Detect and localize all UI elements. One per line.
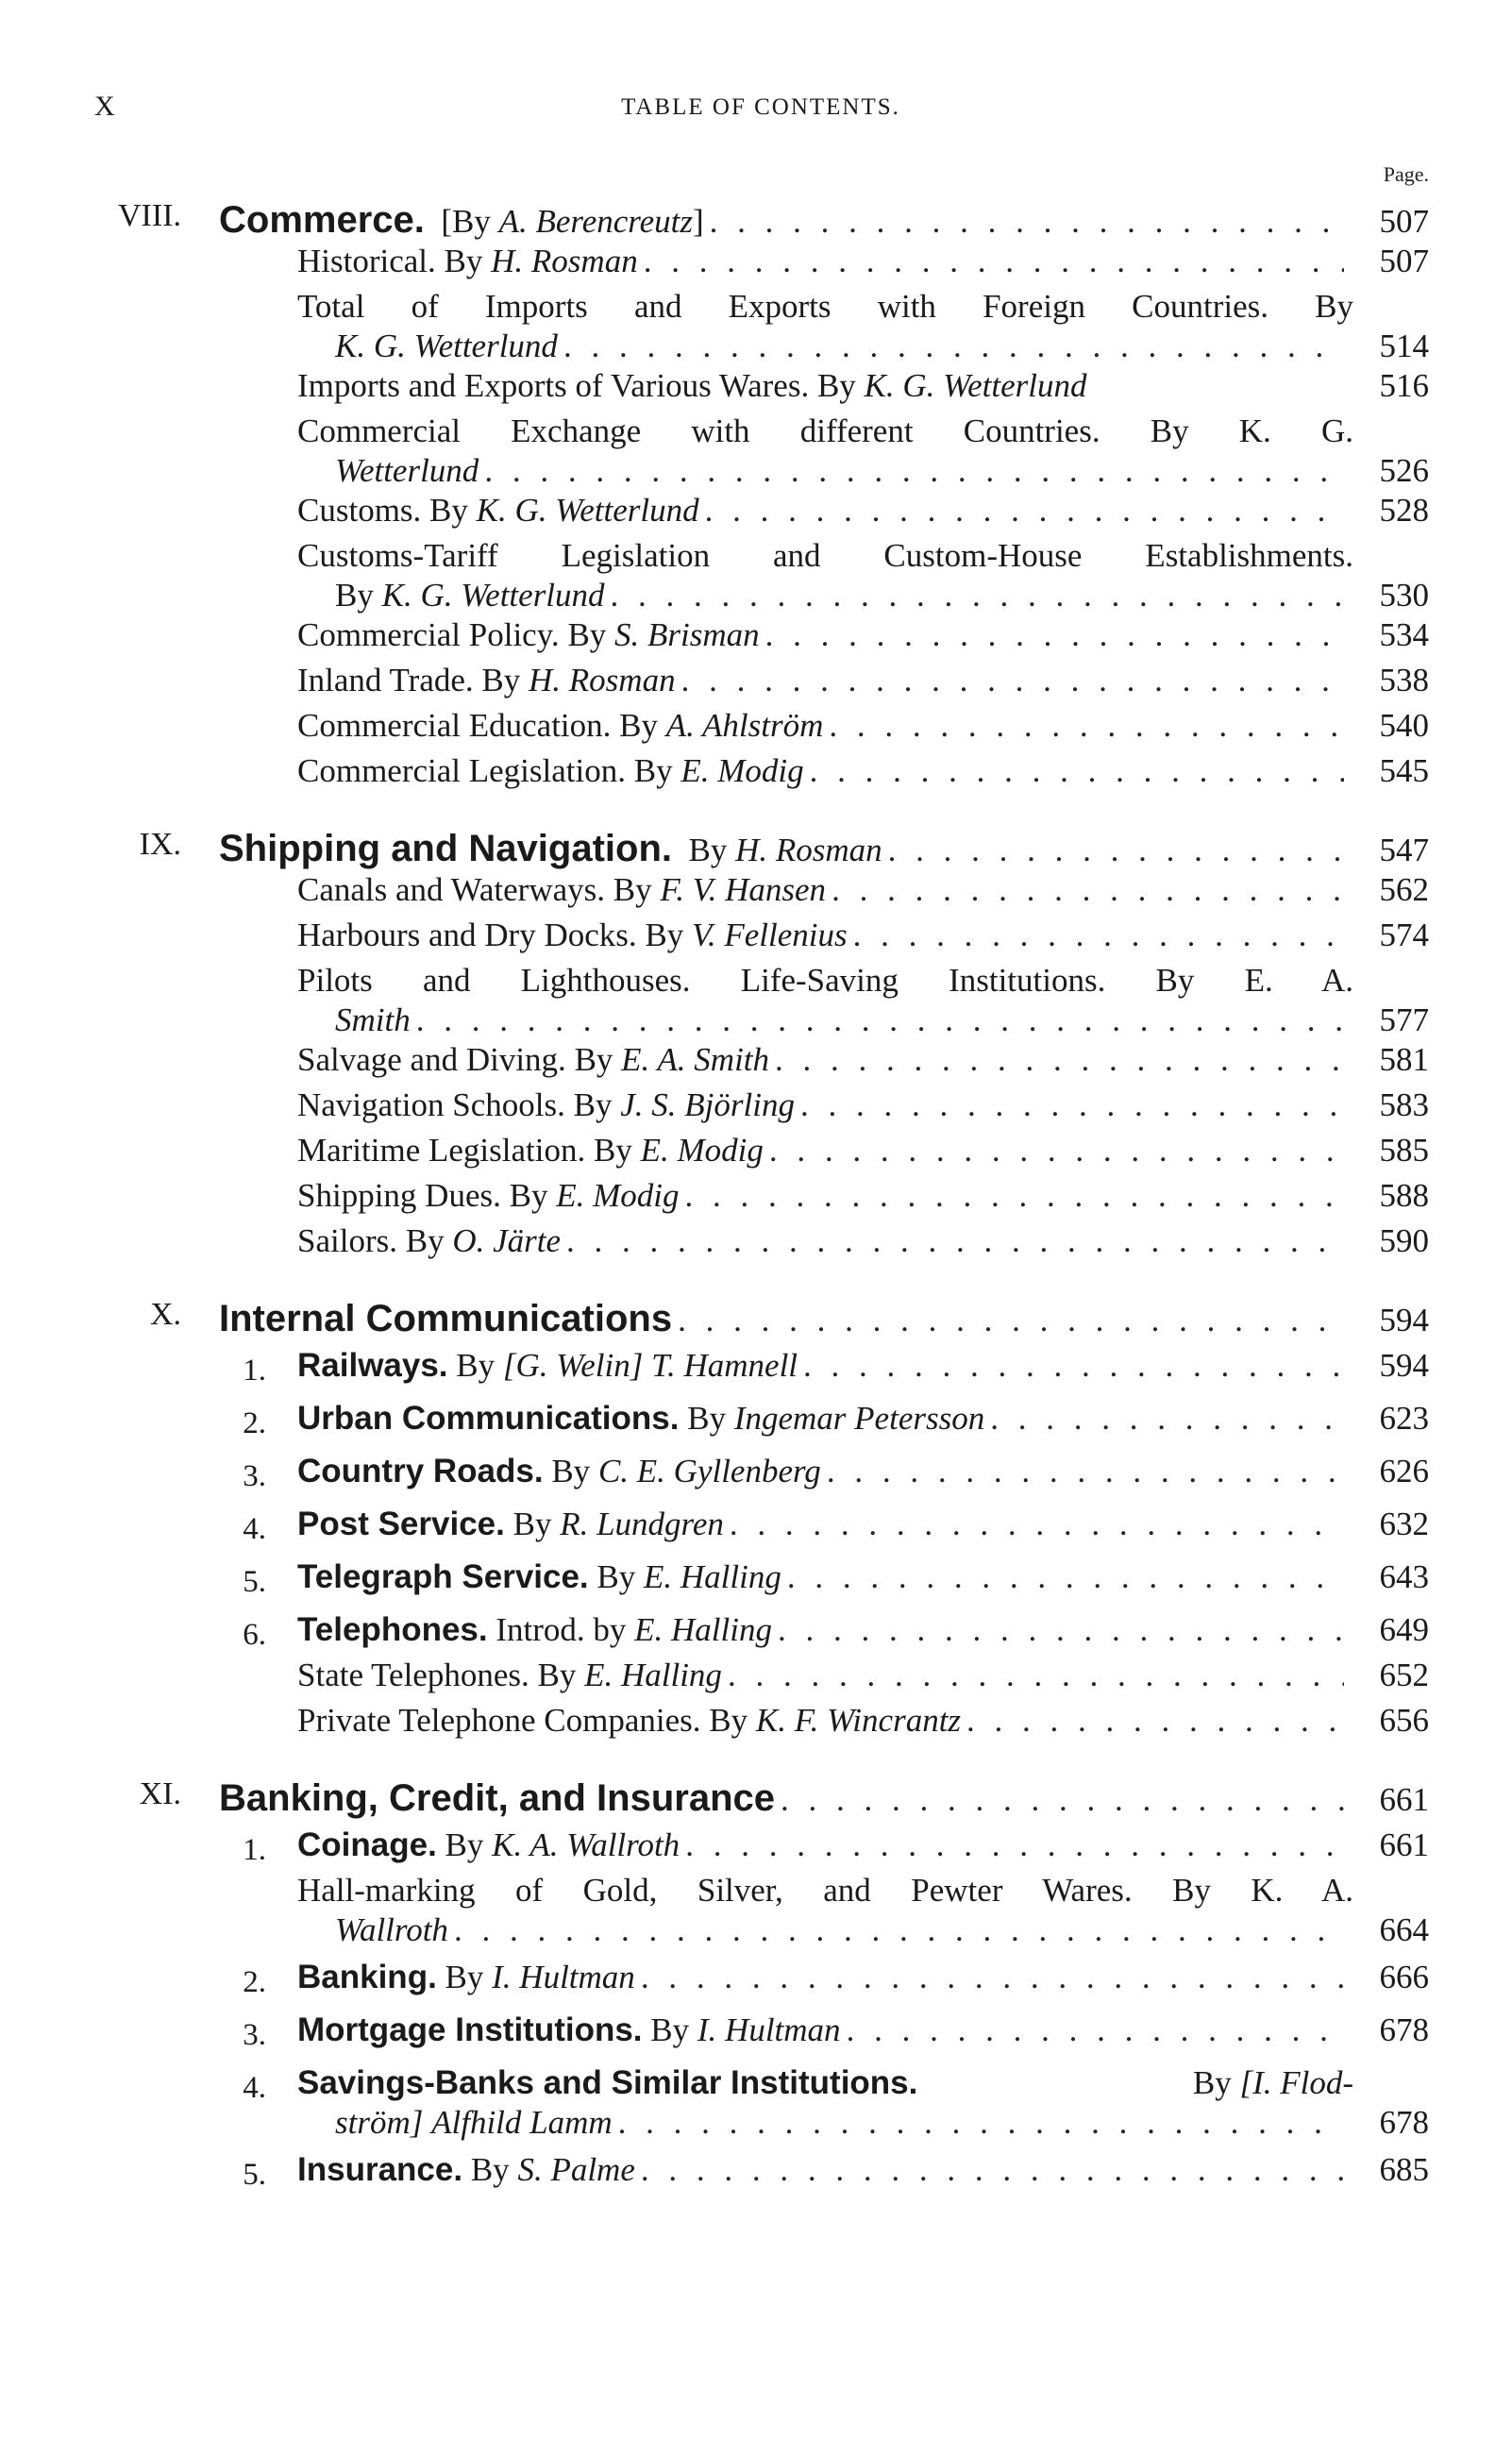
entry-title: Hall-marking of Gold, Silver, and Pewter Wares. By K. A. (297, 1872, 1353, 1909)
entry-author: R. Lundgren (560, 1506, 724, 1542)
entry-author: H. Rosman (491, 243, 638, 279)
section-numeral: XI. (139, 1776, 181, 1811)
entry-number: 6. (243, 1618, 266, 1652)
entry-number: 4. (243, 1512, 266, 1546)
entry-by: By (709, 1702, 748, 1739)
entry-author: I. Hultman (492, 1959, 635, 1995)
toc-entry (94, 1085, 1429, 1131)
entry-by: By (445, 1826, 484, 1863)
toc-entry (94, 1826, 1429, 1871)
section-commerce (94, 189, 1429, 797)
byline-plain: [By (441, 203, 491, 240)
entry-by: By (633, 752, 673, 789)
section-internal-communications (94, 1287, 1429, 1746)
entry-title: Telegraph Service. (297, 1558, 589, 1595)
entry-by: By (537, 1657, 577, 1693)
byline-author: H. Rosman (735, 832, 882, 868)
section-numeral: IX. (139, 827, 181, 862)
entry-author: E. Modig (680, 752, 804, 789)
entry-title: Railways. (297, 1347, 448, 1384)
entry-number: 3. (243, 2018, 266, 2052)
toc-entry (94, 242, 1429, 287)
page-ref: 528 (1379, 492, 1429, 529)
entry-author: E. Halling (634, 1611, 772, 1648)
entry-author: T. Hamnell (651, 1347, 798, 1384)
page-ref: 562 (1379, 871, 1429, 908)
entry-by: By (456, 1347, 496, 1384)
entry-author: E. Halling (644, 1558, 781, 1595)
dot-leader (984, 1399, 1344, 1439)
page-ref: 678 (1379, 2011, 1429, 2048)
toc-entry (94, 916, 1429, 961)
entry-by: By (816, 367, 856, 404)
page-ref: 678 (1379, 2104, 1429, 2141)
entry-author: S. Brisman (614, 616, 760, 653)
page-ref: 545 (1379, 752, 1429, 789)
entry-by: By (445, 1959, 484, 1995)
toc-entry (94, 961, 1429, 1040)
entry-number: 2. (243, 1406, 266, 1440)
toc-entry (94, 1221, 1429, 1267)
entry-author: Alfhild Lamm (431, 2104, 613, 2141)
toc-entry (94, 1131, 1429, 1176)
page-ref: 574 (1379, 917, 1429, 953)
dot-leader (558, 327, 1344, 366)
dot-leader (411, 1001, 1344, 1040)
dot-leader (704, 203, 1344, 241)
toc-entry (94, 1452, 1429, 1497)
section-shipping (94, 817, 1429, 1267)
toc-entry (94, 1176, 1429, 1221)
dot-leader (676, 661, 1344, 700)
entry-author: E. Halling (584, 1657, 722, 1693)
dot-leader (635, 1958, 1344, 1997)
entry-author: K. G. Wetterlund (476, 492, 699, 529)
page-ref: 547 (1379, 832, 1429, 868)
entry-title: Shipping Dues. (297, 1177, 501, 1214)
page-ref: 661 (1379, 1826, 1429, 1863)
byline-plain: By (688, 832, 728, 868)
entry-title: Urban Communications. (297, 1400, 680, 1437)
entry-number: 5. (243, 1565, 266, 1599)
entry-title: Banking. (297, 1959, 437, 1995)
entry-number: 1. (243, 1833, 266, 1867)
byline-author: A. Berencreutz (498, 203, 694, 240)
entry-number: 1. (243, 1354, 266, 1388)
page-ref: 661 (1379, 1781, 1429, 1818)
dot-leader (848, 916, 1344, 955)
entry-title: State Telephones. (297, 1657, 529, 1693)
entry-title: Harbours and Dry Docks. (297, 917, 637, 953)
toc-entry (94, 1505, 1429, 1550)
toc-entry (94, 1399, 1429, 1444)
toc-entry (94, 1610, 1429, 1656)
entry-author: K. G. Wetterlund (381, 577, 605, 614)
entry-by: By (512, 1506, 552, 1542)
entry-by: By (551, 1453, 591, 1489)
entry-by: By (470, 2151, 510, 2188)
dot-leader (679, 1176, 1344, 1216)
page-ref: 538 (1379, 662, 1429, 698)
entry-author: Ingemar Petersson (733, 1400, 985, 1437)
page-ref: 623 (1379, 1400, 1429, 1437)
entry-by: By (509, 1177, 548, 1214)
dot-leader (823, 706, 1344, 746)
entry-author: H. Rosman (529, 662, 676, 698)
page-column-label: Page. (1383, 162, 1429, 186)
page-ref: 590 (1379, 1222, 1429, 1259)
entry-author: K. A. Wallroth (492, 1826, 680, 1863)
page-ref: 652 (1379, 1657, 1429, 1693)
dot-leader (882, 832, 1344, 869)
entry-author: S. Palme (517, 2151, 635, 2188)
page-ref: 534 (1379, 616, 1429, 653)
page-ref: 581 (1379, 1041, 1429, 1078)
entry-title: Customs-Tariff Legislation and Custom-House Establishments. (297, 537, 1353, 574)
toc-entry (94, 1701, 1429, 1746)
entry-author: F. V. Hansen (660, 871, 827, 908)
entry-by: By (1192, 2064, 1232, 2101)
toc-entry (94, 1958, 1429, 2003)
entry-by: By (650, 2011, 690, 2048)
section-heading (94, 1287, 1429, 1340)
entry-title: Telephones. (297, 1611, 488, 1648)
entry-title: Maritime Legislation. (297, 1132, 586, 1169)
entry-title: Mortgage Institutions. (297, 2011, 643, 2048)
toc-entry (94, 2063, 1429, 2143)
toc-entry (94, 1656, 1429, 1701)
entry-number: 3. (243, 1459, 266, 1493)
page-ref: 643 (1379, 1558, 1429, 1595)
section-numeral: VIII. (117, 198, 181, 233)
entry-title: Historical. (297, 243, 436, 279)
entry-title: Private Telephone Companies. (297, 1702, 701, 1739)
section-heading (94, 1767, 1429, 1820)
dot-leader (479, 451, 1344, 491)
dot-leader (795, 1085, 1344, 1125)
entry-author: Wallroth (335, 1911, 448, 1948)
entry-by: By (613, 871, 652, 908)
entry-by: By (573, 1086, 613, 1123)
page-ref: 526 (1379, 452, 1429, 489)
section-title: Banking, Credit, and Insurance (219, 1777, 776, 1819)
page-ref: 507 (1379, 203, 1429, 240)
entry-number: 2. (243, 1965, 266, 1999)
entry-by: By (619, 707, 659, 744)
toc-entry (94, 366, 1429, 412)
toc-entry (94, 287, 1429, 366)
dot-leader (448, 1910, 1344, 1950)
entry-number: 4. (243, 2071, 266, 2105)
dot-leader (804, 751, 1344, 791)
entry-author: V. Fellenius (692, 917, 848, 953)
section-heading (94, 817, 1429, 870)
dot-leader (561, 1221, 1344, 1261)
entry-author: C. E. Gyllenberg (597, 1453, 821, 1489)
toc-entry (94, 1040, 1429, 1085)
entry-author: O. Järte (452, 1222, 562, 1259)
dot-leader (772, 1610, 1344, 1650)
section-title: Shipping and Navigation. (219, 828, 672, 869)
entry-author-former: [I. Flod- (1239, 2064, 1353, 2101)
toc-entry (94, 2150, 1429, 2196)
page-ref: 594 (1379, 1347, 1429, 1384)
page-ref: 594 (1379, 1302, 1429, 1338)
entry-by: By (645, 917, 684, 953)
entry-title: Post Service. (297, 1506, 505, 1542)
dot-leader (826, 870, 1344, 910)
page-ref: 626 (1379, 1453, 1429, 1489)
entry-title: Country Roads. (297, 1453, 544, 1489)
toc-entry (94, 536, 1429, 615)
entry-title: Salvage and Diving. (297, 1041, 566, 1078)
entry-title: Commercial Legislation. (297, 752, 626, 789)
entry-by: By (593, 1132, 632, 1169)
entry-by: By (481, 662, 521, 698)
entry-by: By (335, 577, 374, 614)
entry-title: Canals and Waterways. (297, 871, 606, 908)
dot-leader (613, 2103, 1344, 2143)
entry-by: By (444, 243, 483, 279)
toc-entry (94, 751, 1429, 797)
page-ref: 540 (1379, 707, 1429, 744)
entry-by: By (596, 1558, 636, 1595)
page-ref: 685 (1379, 2151, 1429, 2188)
section-title: Internal Communications (219, 1298, 673, 1339)
entry-author: A. Ahlström (665, 707, 824, 744)
dot-leader (775, 1781, 1344, 1819)
dot-leader (672, 1302, 1344, 1339)
toc-entry (94, 1346, 1429, 1391)
entry-author: E. Modig (640, 1132, 764, 1169)
entry-title: Customs. (297, 492, 422, 529)
entry-by: Introd. by (496, 1611, 627, 1648)
toc-entry (94, 491, 1429, 536)
page-number: X (94, 91, 116, 122)
entry-title: Total of Imports and Exports with Foreign Countries. By (297, 288, 1353, 325)
entry-author: Wetterlund (335, 452, 479, 489)
entry-title: Navigation Schools. (297, 1086, 565, 1123)
entry-author-former: [G. Welin] (502, 1347, 644, 1384)
dot-leader (769, 1040, 1344, 1080)
entry-title: Pilots and Lighthouses. Life-Saving Institutions. By E. A. (297, 962, 1353, 999)
dot-leader (841, 2011, 1344, 2050)
entry-title: Imports and Exports of Various Wares. (297, 367, 810, 404)
dot-leader (724, 1505, 1344, 1544)
dot-leader (821, 1452, 1344, 1491)
page-ref: 530 (1379, 577, 1429, 614)
entry-title: Commercial Policy. (297, 616, 560, 653)
dot-leader (605, 576, 1344, 615)
dot-leader (635, 2150, 1344, 2190)
entry-author: K. G. Wetterlund (335, 328, 558, 364)
entry-title: Commercial Exchange with different Countries. By K. G. (297, 412, 1353, 449)
toc-entry (94, 1871, 1429, 1950)
entry-author-former-cont: ström] (335, 2104, 424, 2141)
dot-leader (699, 491, 1344, 530)
entry-by: By (687, 1400, 727, 1437)
entry-author: K. F. Wincrantz (755, 1702, 962, 1739)
page-ref: 583 (1379, 1086, 1429, 1123)
page-ref: 507 (1379, 243, 1429, 279)
entry-title: Sailors. (297, 1222, 397, 1259)
toc-entry (94, 706, 1429, 751)
section-numeral: X. (149, 1297, 181, 1332)
page-ref: 664 (1379, 1911, 1429, 1948)
page-ref: 666 (1379, 1959, 1429, 1995)
entry-by: By (429, 492, 468, 529)
page-ref: 656 (1379, 1702, 1429, 1739)
entry-author: E. Modig (556, 1177, 680, 1214)
entry-by: By (574, 1041, 613, 1078)
page-ref: 588 (1379, 1177, 1429, 1214)
page-ref: 577 (1379, 1001, 1429, 1038)
entry-author: E. A. Smith (621, 1041, 770, 1078)
section-title: Commerce. (219, 199, 425, 241)
dot-leader (798, 1346, 1344, 1386)
page-ref: 516 (1379, 367, 1429, 404)
page-ref: 585 (1379, 1132, 1429, 1169)
entry-title: Commercial Education. (297, 707, 612, 744)
entry-author: Smith (335, 1001, 411, 1038)
dot-leader (961, 1701, 1344, 1741)
entry-title: Coinage. (297, 1826, 437, 1863)
entry-title: Inland Trade. (297, 662, 474, 698)
running-title: TABLE OF CONTENTS. (621, 94, 900, 120)
entry-author: K. G. Wetterlund (864, 367, 1087, 404)
dot-leader (764, 1131, 1344, 1170)
page-ref: 514 (1379, 328, 1429, 364)
toc-entry (94, 2011, 1429, 2056)
dot-leader (760, 615, 1344, 655)
section-heading (94, 189, 1429, 242)
page-ref: 649 (1379, 1611, 1429, 1648)
entry-title: Insurance. (297, 2151, 463, 2188)
section-banking (94, 1767, 1429, 2196)
table-of-contents (94, 189, 1429, 2196)
entry-by: By (405, 1222, 445, 1259)
dot-leader (638, 242, 1344, 281)
page-header (94, 91, 1427, 128)
toc-entry (94, 412, 1429, 491)
toc-entry (94, 661, 1429, 706)
byline-close: ] (693, 203, 704, 240)
toc-entry (94, 870, 1429, 916)
dot-leader (781, 1557, 1344, 1597)
dot-leader (680, 1826, 1344, 1865)
entry-author: I. Hultman (697, 2011, 841, 2048)
entry-title: Savings-Banks and Similar Institutions. (297, 2064, 918, 2101)
dot-leader (722, 1656, 1344, 1695)
toc-entry (94, 615, 1429, 661)
entry-number: 5. (243, 2158, 266, 2192)
page-ref: 632 (1379, 1506, 1429, 1542)
entry-author: J. S. Björling (620, 1086, 795, 1123)
entry-by: By (567, 616, 607, 653)
toc-entry (94, 1557, 1429, 1603)
